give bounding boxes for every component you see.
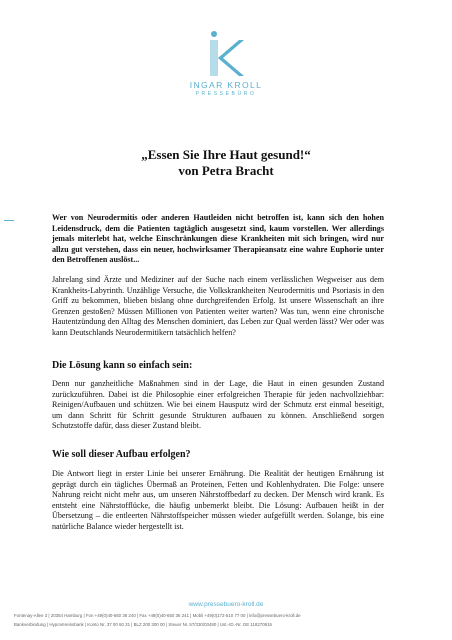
k-logo-icon — [206, 30, 246, 78]
paragraph-2-text: Denn nur ganzheitliche Maßnahmen sind in der Lage, die Haut in einen gesunden Zustand zurückzuführen. Dabei ist die Philosophie einer erfolgreichen Therapie für jeden nachvollziehbar: Reinigen/Aufbauen und schützen. Wie bei einem Hausputz wird der Schmutz erst einmal beseitigt, um dann Schritt für Schritt gesunde Strukturen aufbauen zu können. Anschließend sorgen Schutzstoffe dafür, dass dieser Zustand bleibt. — [52, 379, 384, 430]
article-title — [0, 147, 452, 179]
section-heading-1: Die Lösung kann so einfach sein: — [52, 360, 193, 371]
logo-subtitle: PRESSEBÜRO — [195, 91, 257, 97]
paragraph-3-text: Die Antwort liegt in erster Linie bei unserer Ernährung. Die Realität der heutigen Ernährung ist geprägt durch ein tägliches Übermaß an Proteinen, Fetten und Kohlenhydraten. Die Folge: unsere Nahrung reicht nicht mehr aus, um unseren Nährstoffbedarf zu decken. Der Mensch wird krank. Es entsteht eine Nährstofflücke, die häufig unbemerkt bleibt. Die Lösung: Aufbauen heißt in der Übersetzung – die entleerten Nährstoffspeicher müssen wieder aufgefüllt werden. Solange, bis eine natürliche Balance wieder hergestellt ist. — [52, 469, 384, 531]
title-line-1: „Essen Sie Ihre Haut gesund!“ — [141, 147, 311, 162]
section-heading-2: Wie soll dieser Aufbau erfolgen? — [52, 449, 191, 460]
paragraph-1 — [52, 275, 384, 338]
paragraph-2 — [52, 379, 384, 432]
lead-text: Wer von Neurodermitis oder anderen Hautleiden nicht betroffen ist, kann sich den hohen Leidensdruck, dem die Patienten tagtäglich ausgesetzt sind, kaum vorstellen. Wer allerdings jemals miterlebt hat, welche Einschränkungen diese Krankheiten mit sich bringen, wird nur allzu gut verstehen, dass ein neuer, hochwirksamer Therapieansatz eine wahre Euphorie unter den Betroffenen auslöst... — [52, 213, 384, 264]
margin-mark — [4, 220, 14, 221]
paragraph-1-text: Jahrelang sind Ärzte und Mediziner auf der Suche nach einem verlässlichen Wegweiser aus dem Krankheits-Labyrinth. Unzählige Versuche, die Volkskrankheiten Neurodermitis und Psoriasis in den Griff zu bekommen, blieben bislang ohne durchgreifenden Erfolg. Ist unsere Wissenschaft an ihre Grenzen gestoßen? Müssen Millionen von Patienten weiter warten? Was tun, wenn eine chronische Hautentzündung den Alltag des Menschen dominiert, das Leben zur Qual werden lässt? Wer oder was kann Deutschlands Neurodermitikern tatsächlich helfen? — [52, 275, 384, 337]
lead-paragraph — [52, 213, 384, 266]
paragraph-3 — [52, 469, 384, 532]
title-author: von Petra Bracht — [178, 163, 274, 178]
logo-name: INGAR KROLL — [189, 80, 263, 90]
footer-bank-line: Bankverbindung | HypoVereinsbank | Konto Nr. 37 00 60 31 | BLZ 200 300 00 | Steuer Nr. 57/330/03490 | Ust.-ID.-Nr. DE 118270915 — [14, 622, 272, 627]
footer-url: www.pressebuero-kroll.de — [188, 601, 264, 608]
footer-contact-line: Fontenay-Allee 3 | 20354 Hamburg | Fon +49(0)40-650 36 240 | Fax +49(0)40-650 36 241 | Mobil +49(0)172-510 77 00 | info@pressebuero-kroll.de — [14, 613, 301, 618]
logo — [186, 30, 266, 97]
